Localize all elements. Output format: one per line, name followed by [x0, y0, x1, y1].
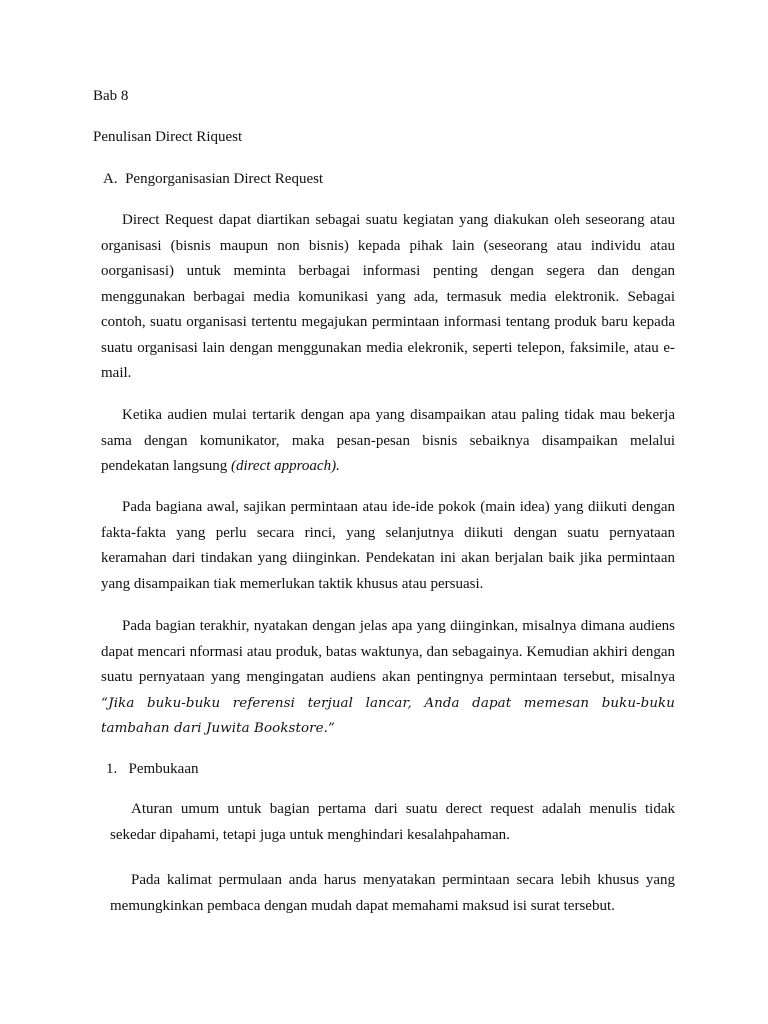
- paragraph-ending: [101, 614, 675, 742]
- paragraph-audience: [101, 403, 675, 480]
- paragraph-audience-text: Ketika audien mulai tertarik dengan apa yang disampaikan atau paling tidak mau bekerja sama dengan komunikator, maka pesan-pesan bisnis sebaiknya disampaikan melalui pendekatan langsung: [101, 407, 675, 474]
- paragraph-beginning: [101, 495, 675, 597]
- section-1-title: Pembukaan: [128, 761, 199, 777]
- chapter-label: Bab 8: [93, 88, 129, 104]
- paragraph-opening-rule: [110, 797, 675, 848]
- paragraph-definition: [101, 208, 675, 387]
- section-1-marker: 1.: [106, 761, 118, 777]
- paragraph-opening-sentence: [110, 868, 675, 919]
- paragraph-definition-text: Direct Request dapat diartikan sebagai suatu kegiatan yang diakukan oleh seseorang atau organisasi (bisnis maupun non bisnis) kepada pihak lain (seseorang atau individu atau oorganisasi) untuk meminta berbagai informasi penting dengan segera dan dengan menggunakan berbagai media komunikasi yang ada, termasuk media elektronik. Sebagai contoh, suatu organisasi tertentu megajukan permintaan informasi tentang produk baru kepada suatu organisasi lain dengan menggunakan media elekronik, seperti telepon, faksimile, atau e-mail.: [101, 212, 675, 381]
- paragraph-opening-sentence-text: Pada kalimat permulaan anda harus menyatakan permintaan secara lebih khusus yang memungkinkan pembaca dengan mudah dapat memahami maksud isi surat tersebut.: [110, 872, 675, 914]
- paragraph-ending-quote: “Jika buku-buku referensi terjual lancar, Anda dapat memesan buku-buku tambahan dari Juwita Bookstore.”: [101, 695, 675, 736]
- document-title: Penulisan Direct Riquest: [93, 129, 243, 145]
- paragraph-audience-italic: (direct approach).: [230, 458, 340, 474]
- section-1-heading: [106, 761, 198, 778]
- section-a-title: Pengorganisasian Direct Request: [125, 171, 324, 187]
- paragraph-opening-rule-text: Aturan umum untuk bagian pertama dari suatu derect request adalah menulis tidak sekedar dipahami, tetapi juga untuk menghindari kesalahpahaman.: [110, 801, 675, 843]
- section-a-marker: A.: [103, 171, 118, 187]
- paragraph-beginning-text: Pada bagiana awal, sajikan permintaan atau ide-ide pokok (main idea) yang diikuti dengan fakta-fakta yang perlu secara rinci, yang selanjutnya diikuti dengan suatu pernyataan keramahan dari tindakan yang diinginkan. Pendekatan ini akan berjalan baik jika permintaan yang disampaikan tiak memerlukan taktik khusus atau persuasi.: [101, 499, 675, 592]
- paragraph-ending-text: Pada bagian terakhir, nyatakan dengan jelas apa yang diinginkan, misalnya dimana audiens dapat mencari nformasi atau produk, batas waktunya, dan sebagainya. Kemudian akhiri dengan suatu pernyataan yang mengingatan audiens akan pentingnya permintaan tersebut, misalnya: [101, 618, 675, 685]
- section-a-heading: [103, 171, 323, 188]
